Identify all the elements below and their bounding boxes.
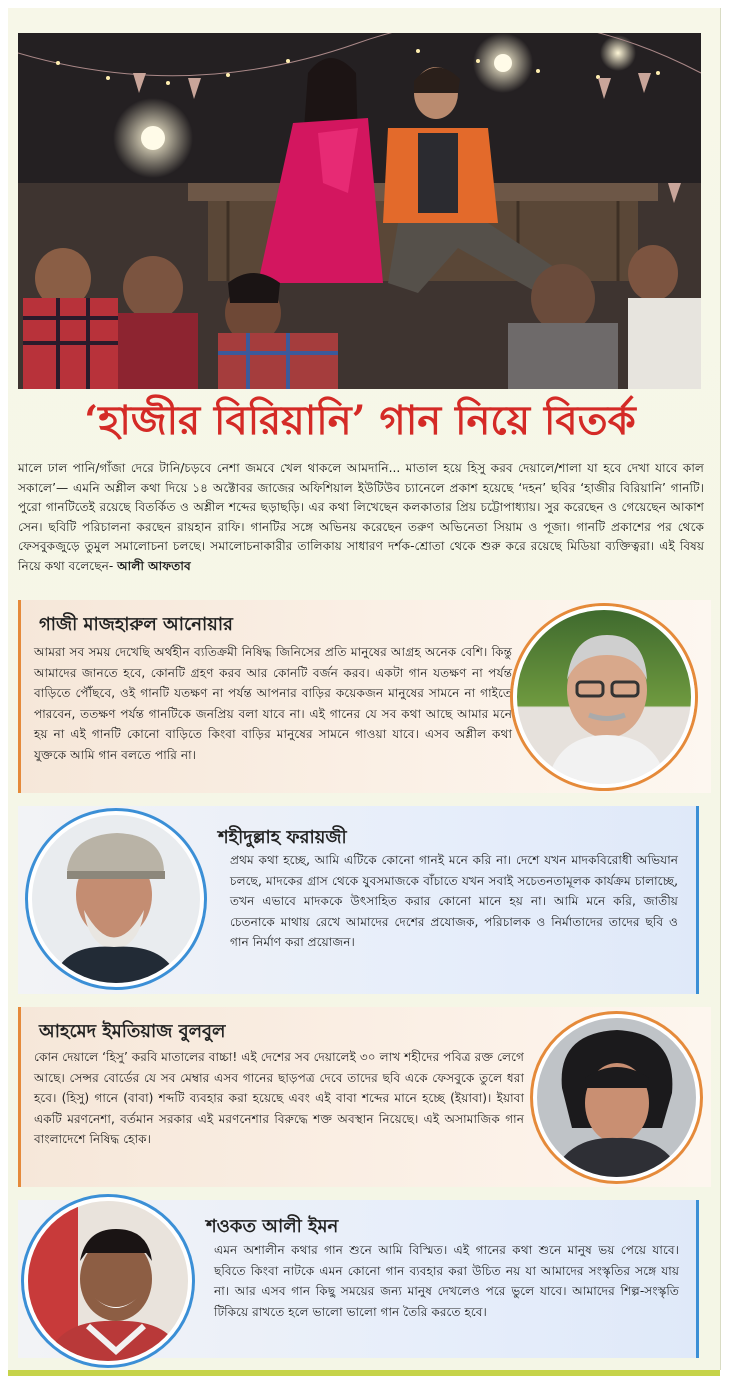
portrait-gazi-mazharul-anwar — [513, 606, 695, 788]
intro-text: মালে ঢাল পানি/গাঁজা দেরে টানি/চড়বে নেশা জমবে খেল থাকলে আমদানি... মাতাল হয়ে হিসু করব দেয়ালে/শালা যা হবে দেখা যাবে কাল সকালে’— এমনি অশ্লীল কথা দিয়ে ১৪ অক্টোবর জাজের অফিশিয়াল ইউটিউব চ্যানেলে প্রকাশ হয়েছে ‘দহন’ ছবির ‘হাজীর বিরিয়ানি’ গানটি। পুরো গানটিতেই রয়েছে বিতর্কিত ও অশ্লীল শব্দের ছড়াছড়ি। এর কথা লিখেছেন কলকাতার প্রিয় চট্টোপাধ্যায়। সুর করেছেন ও গেয়েছেন আকাশ সেন। ছবিটি পরিচালনা করছেন রায়হান রাফি। গানটির সঙ্গে অভিনয় করেছেন তরুণ অভিনেতা সিয়াম ও পূজা। গানটি প্রকাশের পর থেকে ফেসবুকজুড়ে তুমুল সমালোচনা চলছে। সমালোচনাকারীর তালিকায় সাধারণ দর্শক-শ্রোতা থেকে শুরু করে রয়েছে মিডিয়া ব্যক্তিত্বরা। এই বিষয় নিয়ে কথা বলেছেন- — [18, 461, 704, 573]
opinion-name: গাজী মাজহারুল আনোয়ার — [39, 614, 233, 635]
portrait-ahmed-imtiaz-bulbul — [533, 1014, 700, 1181]
portrait-illustration — [517, 610, 691, 784]
portrait-illustration — [28, 1201, 188, 1361]
headline: ‘হাজীর বিরিয়ানি’ গান নিয়ে বিতর্ক — [84, 397, 636, 444]
opinion-text: প্রথম কথা হচ্ছে, আমি এটিকে কোনো গানই মনে করি না। দেশে যখন মাদকবিরোধী অভিযান চলছে, মাদকের গ্রাস থেকে যুবসমাজকে বাঁচাতে যখন সবাই সচেতনতামূলক কার্যক্রম চালাচ্ছে, তখন এভাবে মাদককে উৎসাহিত করার কোনো মানে হয় না। আমি মনে করি, জাতীয় চেতনাকে মাথায় রেখে আমাদের দেশের প্রযোজক, পরিচালক ও নির্মাতাদের তাদের ছবি ও গান নির্মাণ করা প্রয়োজন। — [230, 853, 678, 949]
intro-paragraph — [18, 459, 704, 576]
opinion-text: এমন অশালীন কথার গান শুনে আমি বিস্মিত। এই গানের কথা শুনে মানুষ ভয় পেয়ে যাবে। ছবিতে কিংবা নাটকে এমন কোনো গান ব্যবহার করা উচিত নয় যা আমাদের সংস্কৃতির সঙ্গে যায় না। আর এসব গান কিছু সময়ের জন্য মানুষ দেখলেও পরে ভুলে যাবে। আমাদের শিল্প-সংস্কৃতি টিকিয়ে রাখতে হলে ভালো ভালো গান তৈরি করতে হবে। — [214, 1243, 679, 1319]
byline: আলী আফতাব — [117, 558, 191, 573]
opinion-name: আহমেদ ইমতিয়াজ বুলবুল — [39, 1021, 226, 1042]
opinion-name: শওকত আলী ইমন — [206, 1216, 339, 1237]
opinion-text: কোন দেয়ালে ‘হিসু’ করবি মাতালের বাচ্চা! এই দেশের সব দেয়ালেই ৩০ লাখ শহীদের পবিত্র রক্ত লেগে আছে। সেন্সর বোর্ডের যে সব মেম্বার এসব গানের ছাড়পত্র দেবে তাদের ছবি একে ফেসবুকে তুলে ধরা হবে। (হিসু) গানে (বাবা) শব্দটি ব্যবহার করা হয়েছে এবং এই বাবা শব্দের মানে হচ্ছে (ইয়াবা)। ইয়াবা একটি মরণনেশা, বর্তমান সরকার এই মরণনেশার বিরুদ্ধে শক্ত অবস্থান নিয়েছে। এই অসামাজিক গান বাংলাদেশে নিষিদ্ধ হোক। — [34, 1050, 524, 1146]
lead-photo-illustration — [18, 33, 701, 389]
portrait-shawkat-ali-emon — [24, 1197, 192, 1365]
bottom-rule — [8, 1370, 720, 1376]
opinion-text: আমরা সব সময় দেখেছি অর্থহীন ব্যতিক্রমী নিষিদ্ধ জিনিসের প্রতি মানুষের আগ্রহ অনেক বেশি। কিন্তু আমাদের জানতে হবে, কোনটি গ্রহণ করব আর কোনটি বর্জন করব। একটা গান যতক্ষণ না পর্যন্ত বাড়িতে পৌঁছবে, ওই গানটি যতক্ষণ না পর্যন্ত আপনার বাড়ির কয়েকজন মানুষের সামনে না গাইতে পারবেন, ততক্ষণ পর্যন্ত গানটিকে জনপ্রিয় বলা যাবে না। এই গানের যে সব কথা আছে আমার মনে হয় না এই গানটি কোনো বাড়িতে কিংবা বাড়ির মানুষের সামনে গাওয়া যাবে। এসব অশ্লীল কথা যুক্তকে আমি গান বলতে পারি না। — [34, 645, 512, 762]
portrait-shahidullah-farazi — [28, 811, 204, 987]
portrait-illustration — [537, 1018, 696, 1177]
lead-photo — [18, 33, 701, 389]
opinion-name: শহীদুল্লাহ ফরায়জী — [218, 827, 347, 848]
portrait-illustration — [32, 815, 200, 983]
